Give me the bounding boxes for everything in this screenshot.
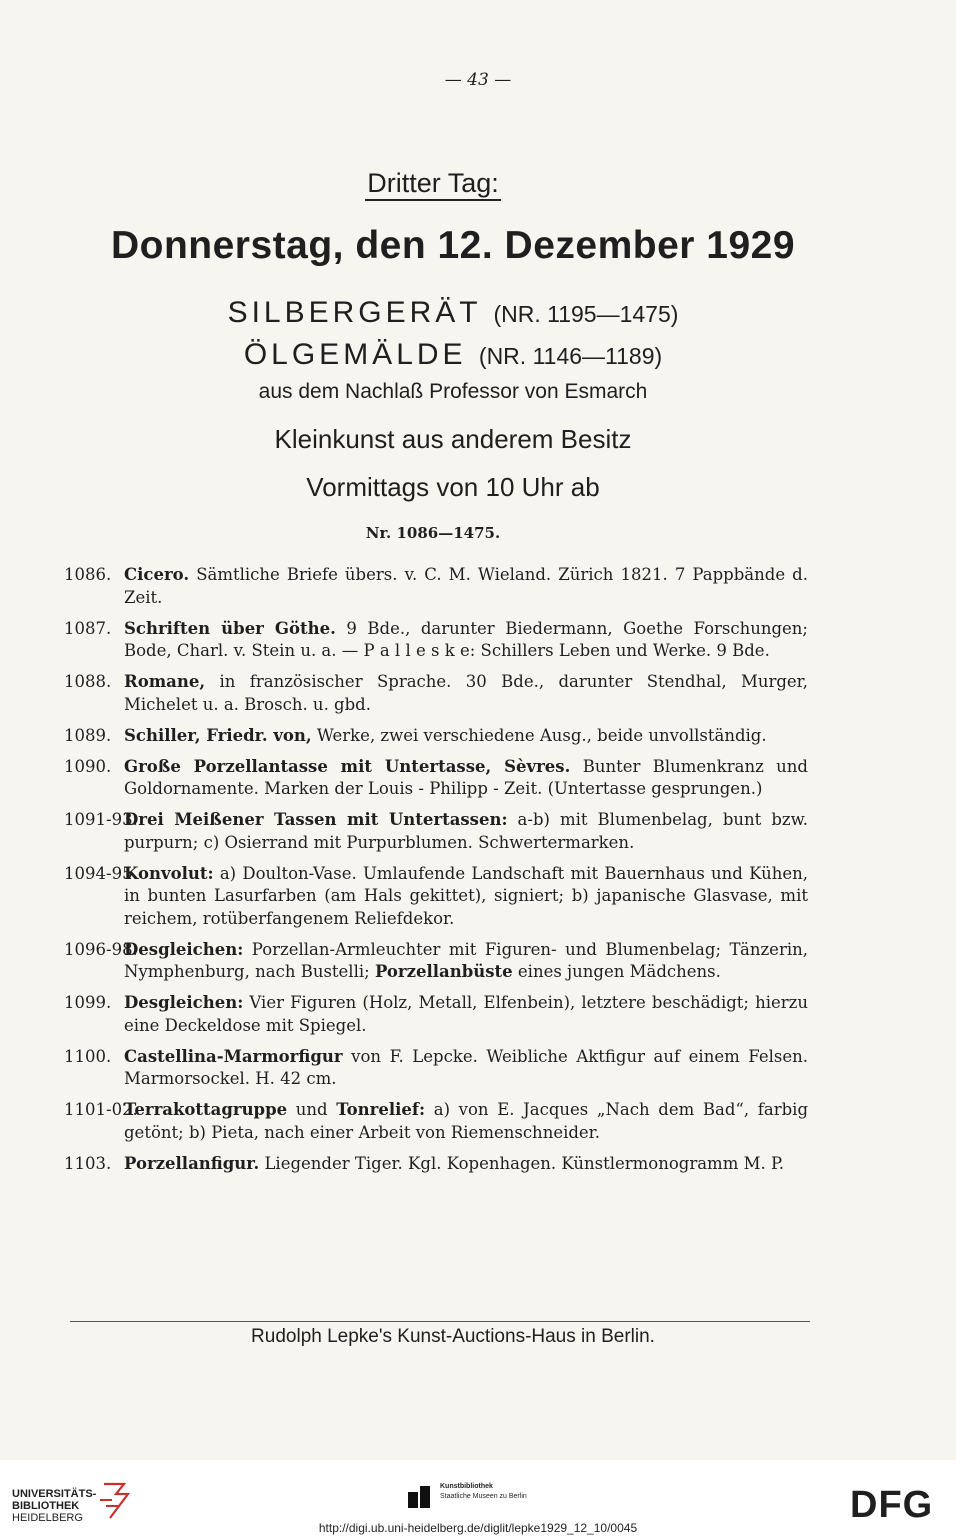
lot-number: 1090. — [64, 756, 112, 776]
ub-heidelberg-logo-icon — [96, 1480, 136, 1522]
footer-divider — [70, 1321, 810, 1322]
lot-title: Porzellanfigur. — [124, 1153, 260, 1173]
number-range: Nr. 1086—1475. — [365, 524, 501, 542]
lot-title: Schriften über Göthe. — [124, 618, 336, 638]
lot-entry — [64, 992, 808, 1037]
lot-number: 1088. — [64, 672, 112, 691]
lot-title-secondary: Tonrelief: — [336, 1100, 426, 1119]
lot-list — [64, 564, 808, 1184]
lot-description: Porzellan-Armleuchter mit Figuren- und Blumenbelag; Tänzerin, Nymphenburg, nach Bustelli; — [124, 939, 808, 981]
lot-number: 1089. — [64, 725, 112, 745]
lot-number: 1099. — [64, 993, 112, 1012]
category-oelgemaelde — [20, 338, 886, 372]
lot-title: Schiller, Friedr. von, — [124, 725, 312, 745]
page-number: — 43 — — [444, 70, 512, 90]
lot-title: Desgleichen: — [124, 993, 244, 1012]
lot-number: 1096-98. — [64, 939, 138, 959]
lot-title: Castellina-Marmorfigur — [124, 1046, 343, 1066]
category-name: SILBERGERÄT — [227, 296, 482, 329]
lot-description: von F. Lepcke. Weibliche Aktfigur auf einem Felsen. Marmorsockel. H. 42 cm. — [124, 1046, 808, 1088]
lot-description: Sämtliche Briefe übers. v. C. M. Wieland. Zürich 1821. 7 Pappbände d. Zeit. — [124, 565, 808, 607]
lot-entry — [64, 939, 808, 984]
provenance: aus dem Nachlaß Professor von Esmarch — [258, 380, 648, 403]
lot-entry — [64, 1099, 808, 1144]
lot-number: 1087. — [64, 618, 112, 638]
lot-description: a) Doulton-Vase. Umlaufende Landschaft mit Bauernhaus und Kühen, in bunten Lasurfarben (am Hals gekittet), signiert; b) japanische Glasvase, mit reichem, rotüberfangenem Reliefdekor. — [124, 863, 808, 928]
lot-title: Terrakottagruppe — [124, 1100, 288, 1119]
lot-number: 1091-93. — [64, 810, 138, 829]
lot-description: in französischer Sprache. 30 Bde., darunter Stendhal, Murger, Michelet u. a. Brosch. u. gbd. — [124, 672, 808, 714]
lot-entry — [64, 618, 808, 663]
lot-description: Liegender Tiger. Kgl. Kopenhagen. Künstlermonogramm M. P. — [259, 1153, 784, 1173]
date-headline: Donnerstag, den 12. Dezember 1929 — [110, 224, 796, 267]
category-range: (NR. 1146—1189) — [478, 343, 663, 369]
lot-entry — [64, 725, 808, 748]
lot-title: Große Porzellantasse mit Untertasse, Sèvres. — [124, 756, 571, 776]
lot-title: Cicero. — [124, 565, 190, 584]
lot-title: Romane, — [124, 672, 206, 691]
lot-title: Drei Meißener Tassen mit Untertassen: — [124, 810, 508, 829]
lot-entry — [64, 1153, 808, 1176]
lot-entry — [64, 671, 808, 716]
lot-title: Desgleichen: — [124, 939, 244, 959]
permalink-url[interactable]: http://digi.ub.uni-heidelberg.de/diglit/lepke1929_12_10/0045 — [318, 1521, 638, 1535]
lot-description: und — [287, 1100, 337, 1119]
publisher-footer: Rudolph Lepke's Kunst-Auctions-Haus in Berlin. — [251, 1326, 655, 1347]
ub-heidelberg-wordmark: UNIVERSITÄTS- BIBLIOTHEK HEIDELBERG — [12, 1488, 97, 1524]
kunstbibliothek-logo-icon — [408, 1486, 430, 1508]
lot-description: Bunter Blumenkranz und Goldornamente. Marken der Louis - Philipp - Zeit. (Untertasse gesprungen.) — [124, 756, 808, 798]
lot-number: 1101-02. — [64, 1100, 138, 1119]
lot-description-secondary: eines jungen Mädchens. — [512, 962, 721, 981]
lot-entry — [64, 863, 808, 931]
lot-entry — [64, 809, 808, 854]
lot-number: 1103. — [64, 1153, 112, 1173]
lot-description: a-b) mit Blumenbelag, bunt bzw. purpurn; c) Osierrand mit Purpurblumen. Schwertermarken. — [124, 810, 808, 852]
lot-entry — [64, 1046, 808, 1091]
lot-number: 1100. — [64, 1046, 112, 1066]
time-heading: Vormittags von 10 Uhr ab — [306, 472, 600, 502]
lot-description: Vier Figuren (Holz, Metall, Elfenbein), letztere beschädigt; hierzu eine Deckeldose mit Spiegel. — [124, 993, 808, 1035]
category-silbergeraet — [20, 296, 886, 330]
lot-description-secondary: a) von E. Jacques „Nach dem Bad“, farbig getönt; b) Pieta, nach einer Arbeit von Riemenschneider. — [124, 1100, 809, 1142]
day-title: Dritter Tag: — [0, 168, 866, 199]
lot-description: 9 Bde., darunter Biedermann, Goethe Forschungen; Bode, Charl. v. Stein u. a. — P a l l e s k e: Schillers Leben und Werke. 9 Bde. — [124, 618, 808, 660]
dfg-logo: DFG — [850, 1484, 934, 1526]
lot-title-secondary: Porzellanbüste — [374, 962, 513, 981]
lot-title: Konvolut: — [124, 863, 214, 883]
category-range: (NR. 1195—1475) — [493, 301, 679, 327]
kunstbibliothek-wordmark: Kunstbibliothek Staatliche Museen zu Berlin — [440, 1483, 527, 1500]
lot-number: 1086. — [64, 565, 112, 584]
kleinkunst-heading: Kleinkunst aus anderem Besitz — [274, 424, 632, 454]
lot-number: 1094-95. — [64, 863, 138, 883]
lot-entry — [64, 756, 808, 801]
lot-entry — [64, 564, 808, 609]
lot-description: Werke, zwei verschiedene Ausg., beide unvollständig. — [311, 725, 767, 745]
category-name: ÖLGEMÄLDE — [243, 338, 467, 371]
